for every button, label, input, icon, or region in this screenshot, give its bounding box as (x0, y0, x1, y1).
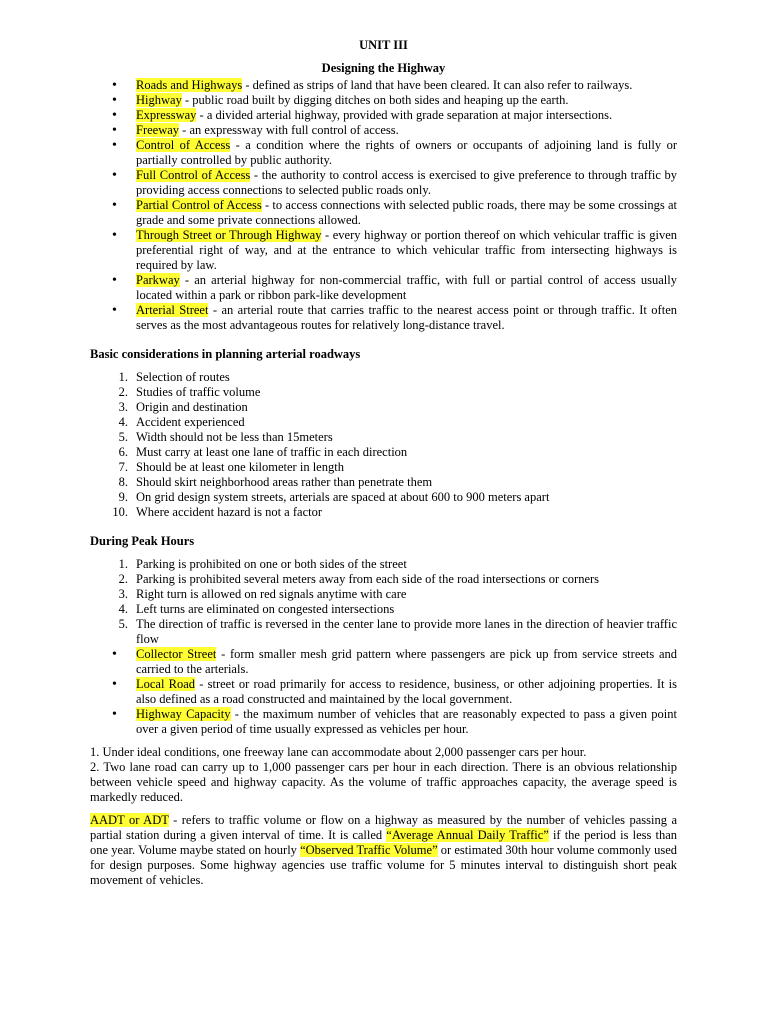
item-text: Selection of routes (136, 370, 230, 384)
aadt-highlight-1: “Average Annual Daily Traffic” (386, 828, 549, 842)
definition-item (136, 677, 677, 707)
definition-item (136, 198, 677, 228)
definition-text: - the maximum number of vehicles that are reasonably expected to pass a given point over a given period of time usually expressed as vehicles per hour. (136, 707, 677, 736)
item-number: 7. (118, 460, 128, 474)
item-number: 2. (118, 385, 128, 399)
definition-item (136, 138, 677, 168)
aadt-highlight-2: “Observed Traffic Volume” (300, 843, 438, 857)
list-item (118, 587, 677, 602)
item-number: 5. (118, 430, 128, 444)
item-text: Left turns are eliminated on congested intersections (136, 602, 395, 616)
aadt-paragraph (90, 813, 677, 888)
item-text: Width should not be less than 15meters (136, 430, 333, 444)
definition-text: - street or road primarily for access to residence, business, or other adjoining properties. It is also defined as a road constructed and maintained by the local government. (136, 677, 677, 706)
list-item (118, 490, 677, 505)
list-item (118, 400, 677, 415)
item-number: 1. (118, 557, 128, 571)
definition-term: Through Street or Through Highway (136, 228, 322, 242)
list-item (118, 475, 677, 490)
definition-text: - an expressway with full control of access. (179, 123, 399, 137)
definition-text: - to access connections with selected public roads, there may be some crossings at grade and some private connections allowed. (136, 198, 678, 227)
list-item (118, 460, 677, 475)
list-item (118, 572, 677, 587)
definition-text: - a divided arterial highway, provided with grade separation at major intersections. (196, 108, 613, 122)
definition-text: - every highway or portion thereof on which vehicular traffic is given preferential right of way, and at the entrance to which vehicular traffic from intersecting highways is required by law. (136, 228, 677, 272)
definition-term: Roads and Highways (136, 78, 243, 92)
list-item (112, 505, 677, 520)
definition-item (136, 303, 677, 333)
definition-item (136, 707, 677, 737)
definition-text: - an arterial route that carries traffic to the nearest access point or through traffic. It often serves as the most advantageous routes for relatively long-distance travel. (136, 303, 677, 332)
definition-item (136, 78, 677, 93)
definition-item (136, 108, 677, 123)
list-item (118, 385, 677, 400)
capacity-line-1: 1. Under ideal conditions, one freeway lane can accommodate about 2,000 passenger cars per hour. (90, 745, 587, 759)
list-item (118, 430, 677, 445)
peak-hours-list (90, 557, 677, 647)
definition-term: Highway Capacity (136, 707, 231, 721)
definition-term: Expressway (136, 108, 197, 122)
item-text: Studies of traffic volume (136, 385, 261, 399)
capacity-line-2: 2. Two lane road can carry up to 1,000 passenger cars per hour in each direction. There is an obvious relationship between vehicle speed and highway capacity. As the volume of traffic approaches capacity, the average speed is markedly reduced. (90, 760, 677, 804)
list-item (118, 370, 677, 385)
definition-item (136, 228, 677, 273)
document-content (90, 38, 677, 888)
definition-item (136, 647, 677, 677)
list-item (118, 617, 677, 647)
definition-term: Collector Street (136, 647, 217, 661)
basic-considerations-list (90, 370, 677, 520)
definition-term: Freeway (136, 123, 180, 137)
item-text: Right turn is allowed on red signals anytime with care (136, 587, 407, 601)
item-text: Parking is prohibited several meters away from each side of the road intersections or corners (136, 572, 600, 586)
definition-term: Local Road (136, 677, 196, 691)
aadt-text-3: or estimated 30th hour volume commonly used for design purposes. Some highway agencies use traffic volume for 5 minutes interval to distinguish short peak movement of vehicles. (90, 843, 677, 887)
item-number: 2. (118, 572, 128, 586)
definition-text: - the authority to control access is exercised to give preference to through traffic by providing access connections to selected public roads only. (136, 168, 678, 197)
item-number: 6. (118, 445, 128, 459)
definition-text: - defined as strips of land that have been cleared. It can also refer to railways. (242, 78, 633, 92)
item-number: 9. (118, 490, 128, 504)
item-number: 3. (118, 400, 128, 414)
item-number: 8. (118, 475, 128, 489)
item-text: The direction of traffic is reversed in the center lane to provide more lanes in the direction of heavier traffic flow (136, 617, 677, 646)
definition-text: - a condition where the rights of owners or occupants of adjoining land is fully or partially controlled by public authority. (136, 138, 677, 167)
item-text: Should skirt neighborhood areas rather than penetrate them (136, 475, 433, 489)
definition-term: Highway (136, 93, 182, 107)
item-text: On grid design system streets, arterials are spaced at about 600 to 900 meters apart (136, 490, 550, 504)
spacer (90, 737, 677, 745)
peak-definitions-list (90, 647, 677, 737)
item-number: 3. (118, 587, 128, 601)
definition-item (136, 123, 677, 138)
definition-item (136, 273, 677, 303)
item-number: 4. (118, 415, 128, 429)
definition-item (136, 93, 677, 108)
definition-term: Control of Access (136, 138, 231, 152)
definitions-list (90, 78, 677, 333)
aadt-text-1: - refers to traffic volume or flow on a highway as measured by the number of vehicles passing a partial station during a given interval of time. It is called (90, 813, 677, 842)
unit-title: UNIT III (359, 38, 408, 52)
item-number: 1. (118, 370, 128, 384)
basic-considerations-heading: Basic considerations in planning arterial roadways (90, 347, 361, 361)
definition-text: - form smaller mesh grid pattern where passengers are pick up from service streets and carried to the arterials. (136, 647, 677, 676)
peak-hours-heading: During Peak Hours (90, 534, 195, 548)
item-number: 5. (118, 617, 128, 631)
list-item (118, 557, 677, 572)
definition-text: - an arterial highway for non-commercial traffic, with full or partial control of access usually located within a park or ribbon park-like development (136, 273, 677, 302)
definition-term: Full Control of Access (136, 168, 251, 182)
definition-text: - public road built by digging ditches on both sides and heaping up the earth. (181, 93, 569, 107)
item-number: 10. (112, 505, 128, 519)
list-item (118, 445, 677, 460)
list-item (118, 602, 677, 617)
item-text: Should be at least one kilometer in length (136, 460, 344, 474)
aadt-text-2: if the period is less than one year. Volume maybe stated on hourly (90, 828, 677, 857)
item-text: Accident experienced (136, 415, 245, 429)
definition-item (136, 168, 677, 198)
item-text: Must carry at least one lane of traffic in each direction (136, 445, 408, 459)
spacer (90, 805, 677, 813)
item-text: Parking is prohibited on one or both sides of the street (136, 557, 407, 571)
definition-term: Partial Control of Access (136, 198, 262, 212)
definition-term: Arterial Street (136, 303, 209, 317)
aadt-term: AADT or ADT (90, 813, 169, 827)
definition-term: Parkway (136, 273, 180, 287)
item-text: Origin and destination (136, 400, 248, 414)
item-text: Where accident hazard is not a factor (136, 505, 323, 519)
item-number: 4. (118, 602, 128, 616)
list-item (118, 415, 677, 430)
section-title: Designing the Highway (321, 61, 446, 75)
